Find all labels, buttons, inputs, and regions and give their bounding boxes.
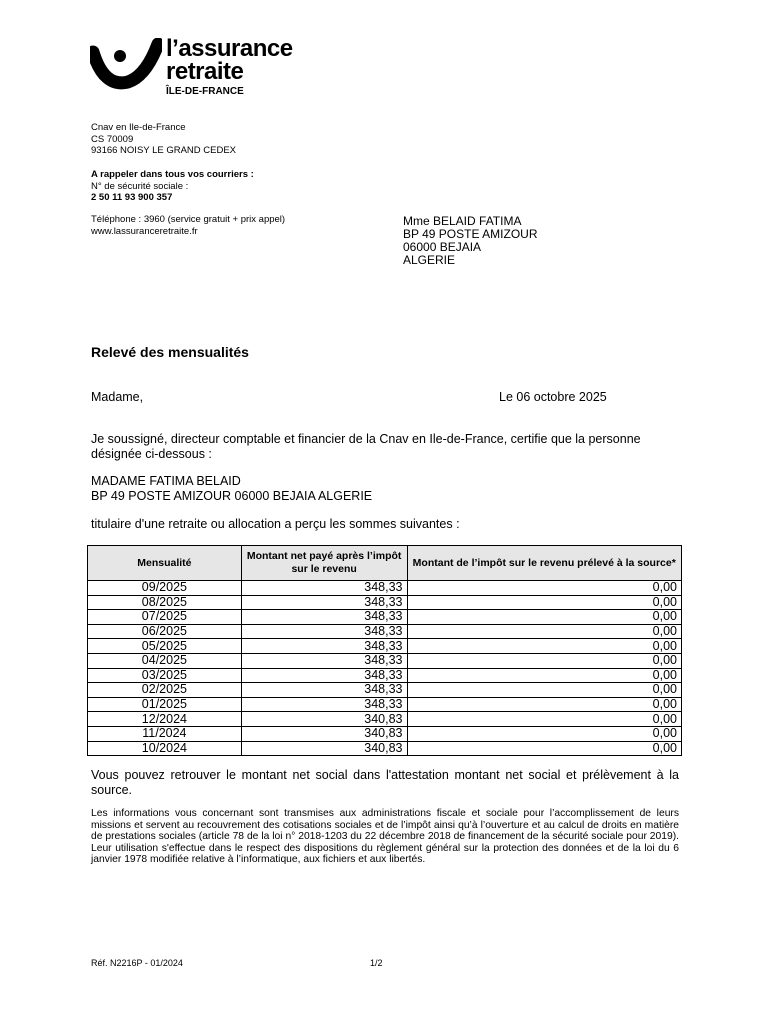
net-social-paragraph: Vous pouvez retrouver le montant net social dans l'attestation montant net social et prélèvement à la source. <box>91 768 679 797</box>
website-link[interactable]: www.lassuranceretraite.fr <box>91 225 198 237</box>
table-row: 10/2024 340,83 0,00 <box>88 741 682 756</box>
logo-line-2: retraite <box>166 58 244 85</box>
page-number: 1/2 <box>370 958 383 968</box>
ssn-number: 2 50 11 93 900 357 <box>91 192 173 203</box>
header-impot: Montant de l’impôt sur le revenu prélevé à la source* <box>407 546 682 581</box>
header-montant-net: Montant net payé après l’impôt sur le revenu <box>241 546 407 581</box>
reference-heading: A rappeler dans tous vos courriers : <box>91 169 254 180</box>
table-row: 04/2025 348,33 0,00 <box>88 653 682 668</box>
person-name: MADAME FATIMA BELAID <box>91 474 241 488</box>
footer-reference: Réf. N2216P - 01/2024 <box>91 958 183 968</box>
table-row: 03/2025 348,33 0,00 <box>88 668 682 683</box>
document-title: Relevé des mensualités <box>91 344 249 360</box>
table-header-row <box>88 546 682 581</box>
salutation: Madame, <box>91 390 144 404</box>
logo-region: ÎLE-DE-FRANCE <box>166 86 244 97</box>
person-block <box>91 474 679 504</box>
ssn-label: N° de sécurité sociale : <box>91 180 189 192</box>
table-row: 01/2025 348,33 0,00 <box>88 697 682 712</box>
logo-line-1: l’assurance <box>166 35 293 62</box>
table-row: 07/2025 348,33 0,00 <box>88 610 682 625</box>
letter-date: Le 06 octobre 2025 <box>499 390 607 404</box>
table-row: 06/2025 348,33 0,00 <box>88 624 682 639</box>
reference-block <box>91 169 254 204</box>
table-row: 05/2025 348,33 0,00 <box>88 639 682 654</box>
person-address: BP 49 POSTE AMIZOUR 06000 BEJAIA ALGERIE <box>91 489 373 503</box>
contact-block <box>91 214 285 237</box>
sender-address: Cnav en Ile-de-France CS 70009 93166 NOISY LE GRAND CEDEX <box>91 122 237 156</box>
table-row: 09/2025 348,33 0,00 <box>88 581 682 596</box>
legal-notice: Les informations vous concernant sont transmises aux administrations fiscale et sociale pour l’accomplissement de leurs missions et servent au recouvrement des cotisations sociales et de l’impôt ainsi qu’à l’ouverture et au calcul de droits en matière de prestations sociales (article 78 de la loi n° 2018-1203 du 22 décembre 2018 de financement de la sécurité sociale pour 2019). Leur utilisation s'effectue dans le respect des dispositions du règlement général sur la protection des données et de la loi du 6 janvier 1978 modifiée relative à l’informatique, aux fichiers et aux libertés. <box>91 808 679 866</box>
titulaire-paragraph: titulaire d'une retraite ou allocation a perçu les sommes suivantes : <box>91 517 460 531</box>
payments-table <box>87 545 682 756</box>
logo-mark-icon <box>90 38 162 94</box>
phone-line: Téléphone : 3960 (service gratuit + prix appel) <box>91 214 286 225</box>
recipient-address: Mme BELAID FATIMA BP 49 POSTE AMIZOUR 06000 BEJAIA ALGERIE <box>403 214 538 267</box>
assurance-retraite-logo <box>90 36 348 112</box>
header-mensualite: Mensualité <box>88 546 242 581</box>
table-row: 02/2025 348,33 0,00 <box>88 683 682 698</box>
intro-paragraph: Je soussigné, directeur comptable et financier de la Cnav en Ile-de-France, certifie que la personne désignée ci-dessous : <box>91 432 641 461</box>
table-row: 12/2024 340,83 0,00 <box>88 712 682 727</box>
table-row: 08/2025 348,33 0,00 <box>88 595 682 610</box>
table-row: 11/2024 340,83 0,00 <box>88 726 682 741</box>
